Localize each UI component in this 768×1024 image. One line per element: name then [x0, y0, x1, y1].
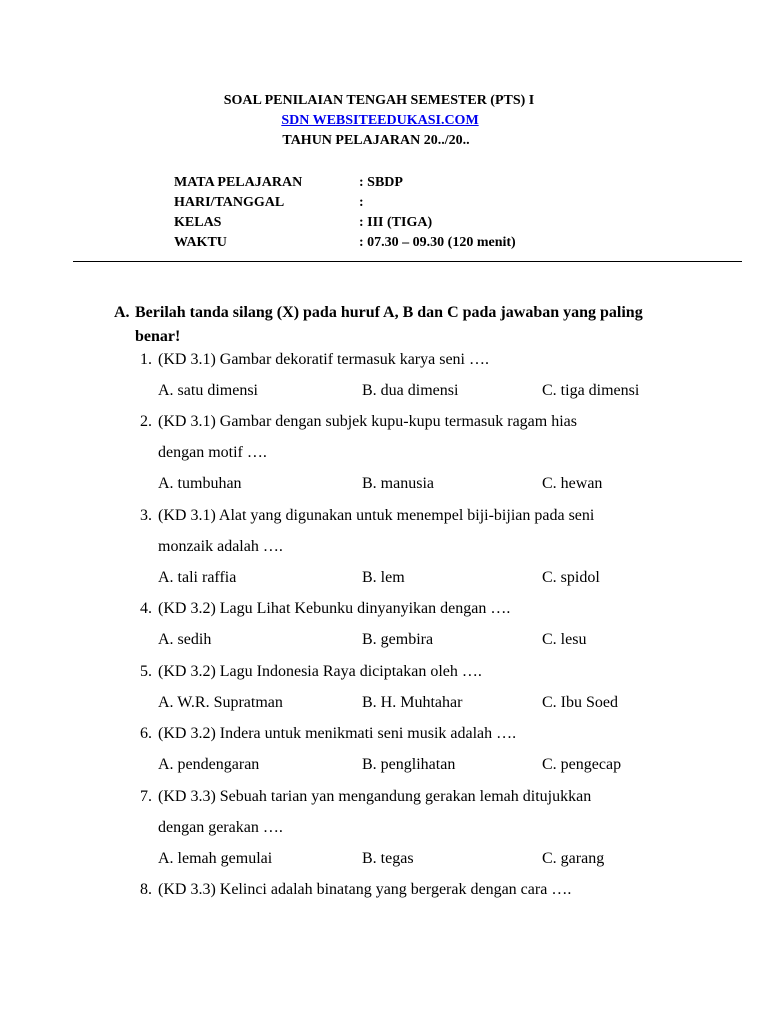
section-letter: A.: [114, 304, 130, 321]
option-c: C. hewan: [542, 475, 603, 492]
question-text: (KD 3.1) Gambar dekoratif termasuk karya seni ….: [158, 351, 489, 368]
question-number: 1.: [140, 351, 152, 368]
question-number: 5.: [140, 663, 152, 680]
school-link-line: [0, 113, 764, 129]
option-b: B. gembira: [362, 631, 434, 648]
option-a: A. pendengaran: [158, 756, 260, 773]
option-b: B. lem: [362, 569, 405, 586]
question-number: 4.: [140, 600, 152, 617]
question-text-continued: dengan motif ….: [158, 444, 267, 461]
info-value: : III (TIGA): [359, 215, 433, 230]
option-b: B. H. Muhtahar: [362, 694, 463, 711]
question-number: 6.: [140, 725, 152, 742]
info-label: MATA PELAJARAN: [174, 175, 303, 190]
option-a: A. tali raffia: [158, 569, 237, 586]
option-c: C. garang: [542, 850, 605, 867]
question-number: 2.: [140, 413, 152, 430]
question-text: (KD 3.1) Gambar dengan subjek kupu-kupu termasuk ragam hias: [158, 413, 577, 430]
section-instruction: Berilah tanda silang (X) pada huruf A, B dan C pada jawaban yang paling benar!: [135, 304, 643, 345]
question-text: (KD 3.2) Indera untuk menikmati seni musik adalah ….: [158, 725, 517, 742]
question-text: (KD 3.3) Kelinci adalah binatang yang bergerak dengan cara ….: [158, 881, 572, 898]
option-b: B. penglihatan: [362, 756, 456, 773]
info-value: : SBDP: [359, 175, 403, 190]
option-a: A. lemah gemulai: [158, 850, 273, 867]
option-b: B. manusia: [362, 475, 434, 492]
option-a: A. sedih: [158, 631, 212, 648]
question-text-continued: dengan gerakan ….: [158, 819, 283, 836]
info-value: : 07.30 – 09.30 (120 menit): [359, 235, 516, 250]
option-c: C. lesu: [542, 631, 587, 648]
option-a: A. satu dimensi: [158, 382, 258, 399]
question-text: (KD 3.2) Lagu Indonesia Raya diciptakan oleh ….: [158, 663, 482, 680]
question-text: (KD 3.3) Sebuah tarian yan mengandung gerakan lemah ditujukkan: [158, 788, 592, 805]
question-number: 8.: [140, 881, 152, 898]
option-c: C. pengecap: [542, 756, 622, 773]
option-c: C. Ibu Soed: [542, 694, 618, 711]
header-divider: [73, 261, 742, 262]
question-number: 3.: [140, 507, 152, 524]
info-label: HARI/TANGGAL: [174, 195, 285, 210]
question-text: (KD 3.1) Alat yang digunakan untuk menempel biji-bijian pada seni: [158, 507, 595, 524]
exam-title: SOAL PENILAIAN TENGAH SEMESTER (PTS) I: [223, 93, 535, 108]
question-text: (KD 3.2) Lagu Lihat Kebunku dinyanyikan dengan ….: [158, 600, 511, 617]
academic-year: TAHUN PELAJARAN 20../20..: [282, 133, 470, 148]
option-b: B. dua dimensi: [362, 382, 459, 399]
info-label: WAKTU: [174, 235, 227, 250]
info-label: KELAS: [174, 215, 222, 230]
info-value: :: [359, 195, 364, 210]
option-a: A. W.R. Supratman: [158, 694, 283, 711]
question-text-continued: monzaik adalah ….: [158, 538, 283, 555]
question-number: 7.: [140, 788, 152, 805]
option-c: C. spidol: [542, 569, 600, 586]
option-a: A. tumbuhan: [158, 475, 242, 492]
school-link[interactable]: SDN WEBSITEEDUKASI.COM: [281, 113, 479, 128]
option-c: C. tiga dimensi: [542, 382, 640, 399]
option-b: B. tegas: [362, 850, 414, 867]
